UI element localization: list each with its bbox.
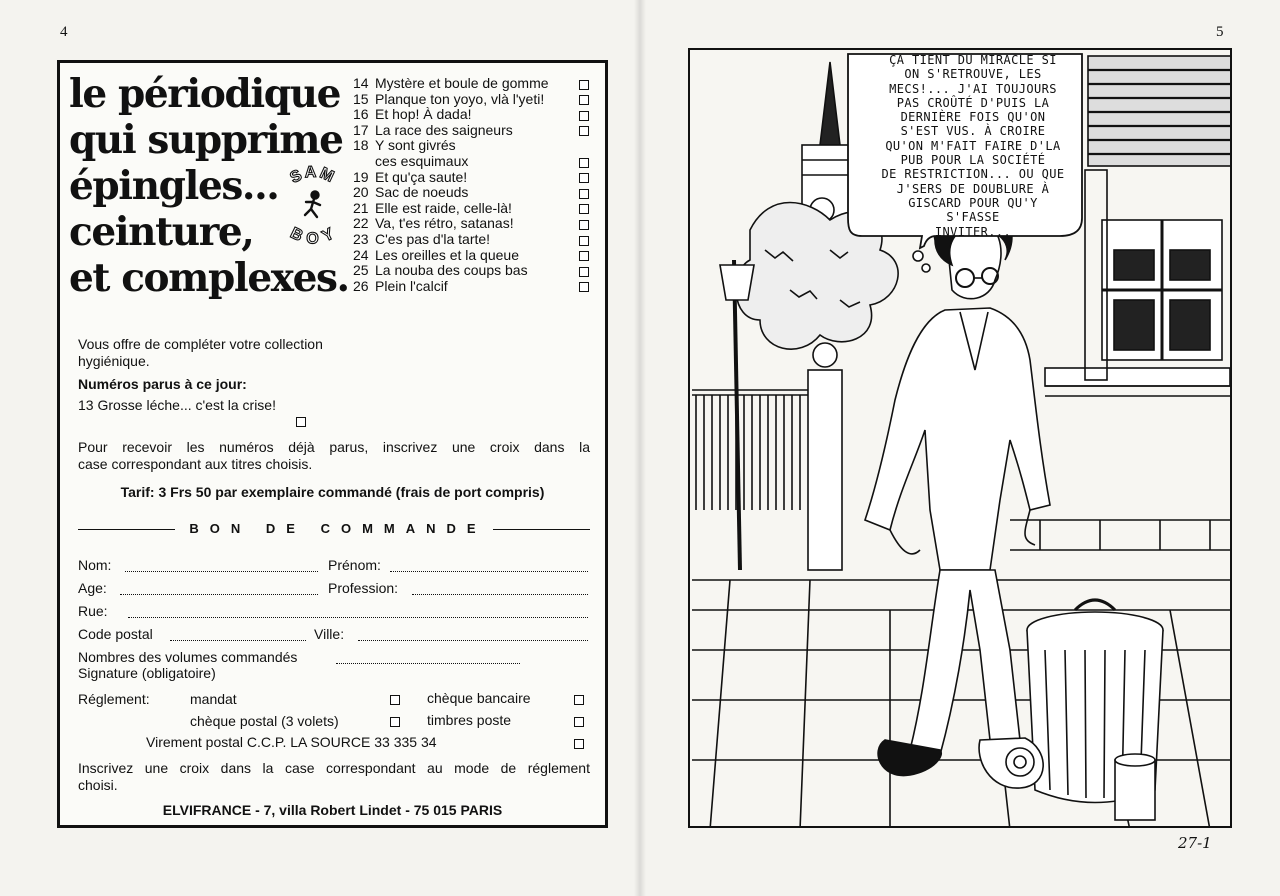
issue-checkbox[interactable]: [579, 173, 589, 183]
issue-checkbox[interactable]: [579, 189, 589, 199]
issue-number: 24: [353, 246, 369, 263]
prenom-field[interactable]: [390, 571, 588, 572]
issue-checkbox[interactable]: [579, 80, 589, 90]
volumes-label: Nombres des volumes commandés: [78, 649, 298, 665]
page-number-left: 4: [60, 24, 68, 40]
payment-note: [78, 760, 590, 794]
issue-title: Planque ton yoyo, vlà l'yeti!: [375, 90, 545, 107]
issue-row: [353, 76, 589, 92]
issue-number: 19: [353, 168, 369, 185]
issue-row: [353, 232, 589, 248]
issue-checkbox[interactable]: [579, 251, 589, 261]
instructions: [78, 439, 590, 473]
issue-checkbox[interactable]: [579, 204, 589, 214]
issue-title: Sac de noeuds: [375, 184, 469, 201]
note-line: choisi.: [78, 777, 118, 793]
issue-title: Plein l'calcif: [375, 277, 448, 294]
instructions-line: Pour recevoir les numéros déjà parus, inscrivez une croix dans la: [78, 439, 590, 455]
issue-number: 26: [353, 277, 369, 294]
cheque-postal-label: chèque postal (3 volets): [190, 713, 339, 729]
svg-text:BOY: BOY: [287, 224, 339, 245]
sam-boy-logo: [273, 165, 353, 245]
prenom-label: Prénom:: [328, 557, 381, 573]
issue-checkbox[interactable]: [579, 126, 589, 136]
issue-title: C'es pas d'la tarte!: [375, 230, 491, 247]
issue-row: [353, 201, 589, 217]
issue-number: 15: [353, 90, 369, 107]
issue-checkbox[interactable]: [296, 417, 306, 427]
rue-field[interactable]: [128, 617, 588, 618]
age-label: Age:: [78, 580, 107, 596]
issue-checkbox[interactable]: [579, 95, 589, 105]
age-field[interactable]: [120, 594, 318, 595]
order-form: [57, 60, 608, 828]
issue-checkbox[interactable]: [579, 158, 589, 168]
intro-text: Vous offre de compléter votre collection hygiénique.: [78, 336, 323, 369]
tarif: Tarif: 3 Frs 50 par exemplaire commandé (frais de port compris): [120, 484, 545, 500]
issue-row: [353, 248, 589, 264]
cheque-postal-checkbox[interactable]: [390, 717, 400, 727]
issue-list: [353, 76, 589, 294]
note-line: Inscrivez une croix dans la case correspondant au mode de réglement: [78, 760, 590, 776]
issue-number: 25: [353, 262, 369, 279]
issue-checkbox[interactable]: [579, 267, 589, 277]
issue-title: Grosse léche... c'est la crise!: [97, 397, 276, 413]
ville-field[interactable]: [358, 640, 588, 641]
virement-checkbox[interactable]: [574, 739, 584, 749]
issue-title: Et qu'ça saute!: [375, 168, 468, 185]
signature-label: Signature (obligatoire): [78, 665, 216, 681]
profession-label: Profession:: [328, 580, 399, 596]
already-out-heading: Numéros parus à ce jour:: [78, 376, 247, 392]
issue-title: La nouba des coups bas: [375, 262, 528, 279]
issue-row: [353, 170, 589, 186]
issue-title: Les oreilles et la queue: [375, 246, 519, 263]
timbres-checkbox[interactable]: [574, 717, 584, 727]
issue-title: Mystère et boule de gomme: [375, 75, 549, 91]
issue-number: 18: [353, 137, 369, 154]
order-divider: [78, 519, 590, 539]
nom-field[interactable]: [125, 571, 318, 572]
headline-line: ceinture,: [69, 209, 254, 255]
issue-title: Elle est raide, celle-là!: [375, 199, 512, 216]
ville-label: Ville:: [314, 626, 345, 642]
headline-line: et complexes.: [69, 255, 349, 301]
issue-checkbox[interactable]: [579, 236, 589, 246]
volumes-field[interactable]: [336, 663, 520, 664]
code-postal-field[interactable]: [170, 640, 306, 641]
publisher-address: ELVIFRANCE - 7, villa Robert Lindet - 75 015 PARIS: [162, 802, 503, 818]
headline-line: le périodique: [69, 71, 340, 117]
instructions-line: case correspondant aux titres choisis.: [78, 456, 313, 472]
issue-row: [353, 138, 589, 169]
speech-balloon: ÇA TIENT DU MIRACLE SI ON S'RETROUVE, LES MECS!... J'AI TOUJOURS PAS CROÛTÉ D'PUIS LA DERNIÈRE FOIS QU'ON S'EST VUS. À CROIRE QU'ON M'FAIT FAIRE D'LA PUB POUR LA SOCIÉTÉ DE RESTRICTION... OU QUE J'SERS DE DOUBLURE À GISCARD POUR QU'Y S'FASSE INVITER...: [881, 53, 1065, 239]
issue-number: 22: [353, 215, 369, 232]
issue-row: [353, 107, 589, 123]
issue-number: 14: [353, 75, 369, 91]
issue-number: 20: [353, 184, 369, 201]
issue-row: [353, 185, 589, 201]
timbres-label: timbres poste: [427, 712, 512, 728]
issue-checkbox[interactable]: [579, 282, 589, 292]
issue-row: [353, 123, 589, 139]
cheque-bancaire-checkbox[interactable]: [574, 695, 584, 705]
issue-checkbox[interactable]: [579, 220, 589, 230]
issue-row: [353, 216, 589, 232]
payment-label: Réglement:: [78, 691, 150, 707]
cheque-bancaire-label: chèque bancaire: [427, 690, 531, 706]
issue-number: 21: [353, 199, 369, 216]
issue-title: Va, t'es rétro, satanas!: [375, 215, 514, 232]
issue-row: [353, 263, 589, 279]
issue-row: [353, 92, 589, 108]
profession-field[interactable]: [412, 594, 588, 595]
mandat-label: mandat: [190, 691, 237, 707]
issue-title: La race des saigneurs: [375, 121, 513, 138]
issue-title: Y sont givrés ces esquimaux: [375, 137, 469, 169]
issue-13-row: [78, 397, 293, 414]
artist-signature: 27-1: [1178, 834, 1212, 852]
svg-text:SAM: SAM: [287, 165, 339, 187]
headline-line: qui supprime: [69, 117, 343, 163]
virement-label: Virement postal C.C.P. LA SOURCE 33 335 34: [146, 734, 437, 750]
rue-label: Rue:: [78, 603, 108, 619]
order-title: [78, 521, 590, 536]
issue-number: 16: [353, 106, 369, 123]
issue-checkbox[interactable]: [579, 111, 589, 121]
issue-title: Et hop! À dada!: [375, 106, 472, 123]
issue-number: 23: [353, 230, 369, 247]
nom-label: Nom:: [78, 557, 112, 573]
issue-row: [353, 279, 589, 295]
page-number-right: 5: [1216, 24, 1224, 40]
issue-number: 17: [353, 121, 369, 138]
issue-number: 13: [78, 397, 94, 413]
order-title-text: BON DE COMMANDE: [175, 521, 492, 536]
headline-line: épingles...: [69, 163, 279, 209]
code-postal-label: Code postal: [78, 626, 153, 642]
mandat-checkbox[interactable]: [390, 695, 400, 705]
